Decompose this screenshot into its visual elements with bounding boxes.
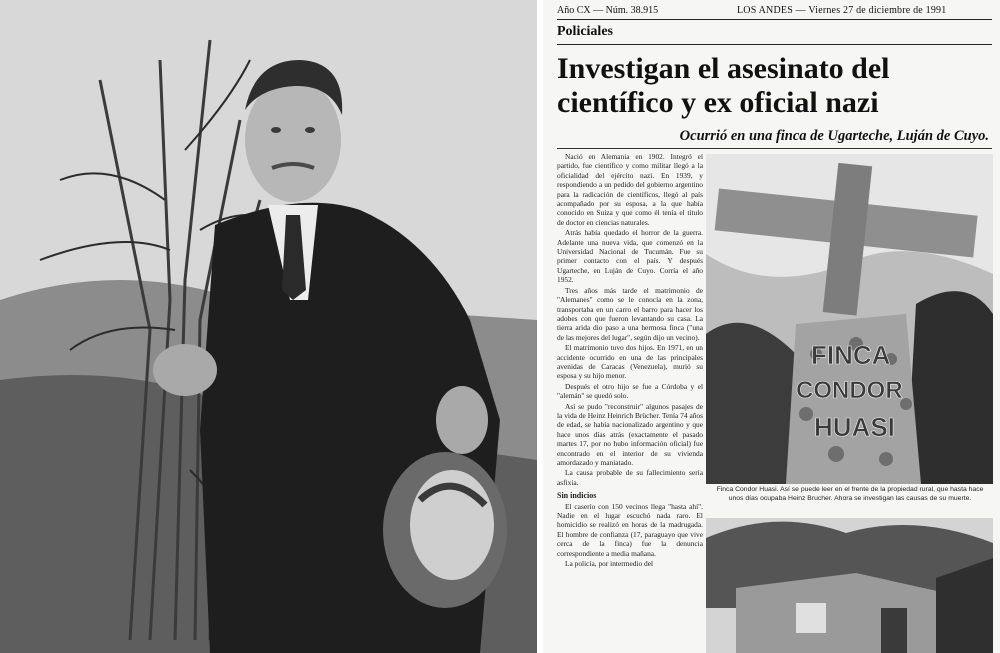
paragraph: El caserío con 150 vecinos llega "hasta ahí". Nadie en el lugar escuchó nada raro. El homicidio se realizó en horas de la madrugada. El hombre de confianza (17, paraguayo que vive cerca de la finca) fue la denuncia correspondiente a media mañana. bbox=[557, 501, 703, 558]
paragraph: El matrimonio tuvo dos hijos. En 1971, en un accidente ocurrido en una de las principales avenidas de Caracas (Venezuela), murió su esposa y su hijo menor. bbox=[557, 343, 703, 381]
masthead bbox=[557, 5, 992, 20]
article-body bbox=[557, 152, 703, 653]
issue-number: Año CX — Núm. 38.915 bbox=[557, 5, 659, 16]
sign-line-3: HUASI bbox=[814, 412, 895, 442]
section-label: Policiales bbox=[557, 24, 992, 45]
paragraph: La causa probable de su fallecimiento sería asfixia. bbox=[557, 468, 703, 487]
paragraph: Así se pudo "reconstruir" algunos pasajes de la vida de Heinz Heinrich Brücher. Tenía 74 años de edad, se había nacionalizado argentino y que hace unos días atrás (exactamente el pasado martes 17, por no hubo información oficial) fue encontrado en el interior de su vivienda amordazado y maniatado. bbox=[557, 401, 703, 467]
paragraph: Atrás había quedado el horror de la guerra. Adelante una nueva vida, que comenzó en la Universidad Nacional de Tucumán. Fue su primer contacto con el país. Y después Ugarteche, en Luján de Cuyo. Corría el año 1952. bbox=[557, 228, 703, 285]
masthead-date: LOS ANDES — Viernes 27 de diciembre de 1991 bbox=[737, 5, 947, 16]
paragraph: Después el otro hijo se fue a Córdoba y el "alemán" se quedó solo. bbox=[557, 381, 703, 401]
sign-line-2: CONDOR bbox=[796, 377, 903, 404]
photo-caption: Finca Condor Huasi. Así se puede leer en el frente de la propiedad rural, que hasta hace unos días ocupaba Heinz Brucher. Ahora se investigan las causas de su muerte. bbox=[716, 486, 984, 502]
divider bbox=[557, 148, 992, 149]
paragraph: Tres años más tarde el matrimonio de "Alemanes" como se le conocía en la zona, transportaba en un carro el barro para hacer los adobes con que fueron levantando su casa. La tierra arida dio paso a una hermosa finca ("una de las mejores del lugar", según dijo un vecino). bbox=[557, 285, 703, 342]
article-subtitle: Sin indicios bbox=[557, 491, 597, 501]
headline-line-1: Investigan el asesinato del bbox=[557, 52, 890, 85]
hat-icon bbox=[383, 452, 507, 608]
sign-line-1: FINCA bbox=[811, 340, 891, 370]
headline-line-2: científico y ex oficial nazi bbox=[557, 86, 879, 119]
finca-sign-photo bbox=[706, 154, 993, 484]
newspaper-clipping bbox=[543, 0, 1000, 653]
paragraph: Nació en Alemania en 1902. Integró el partido, fue científico y como militar llegó a la oficialidad del ejército nazi. En 1939, y respondiendo a un pedido del gobierno argentino para la radicación de científicos, llegó al país acompañado por su esposa, a la que había conocido en Suiza y que como él tenía el título de doctor en ciencias naturales. bbox=[557, 152, 703, 227]
subheadline: Ocurrió en una finca de Ugarteche, Luján de Cuyo. bbox=[679, 128, 989, 144]
headline bbox=[557, 52, 997, 120]
house-photo bbox=[706, 518, 993, 653]
paragraph: La policía, por intermedio del bbox=[565, 559, 654, 569]
